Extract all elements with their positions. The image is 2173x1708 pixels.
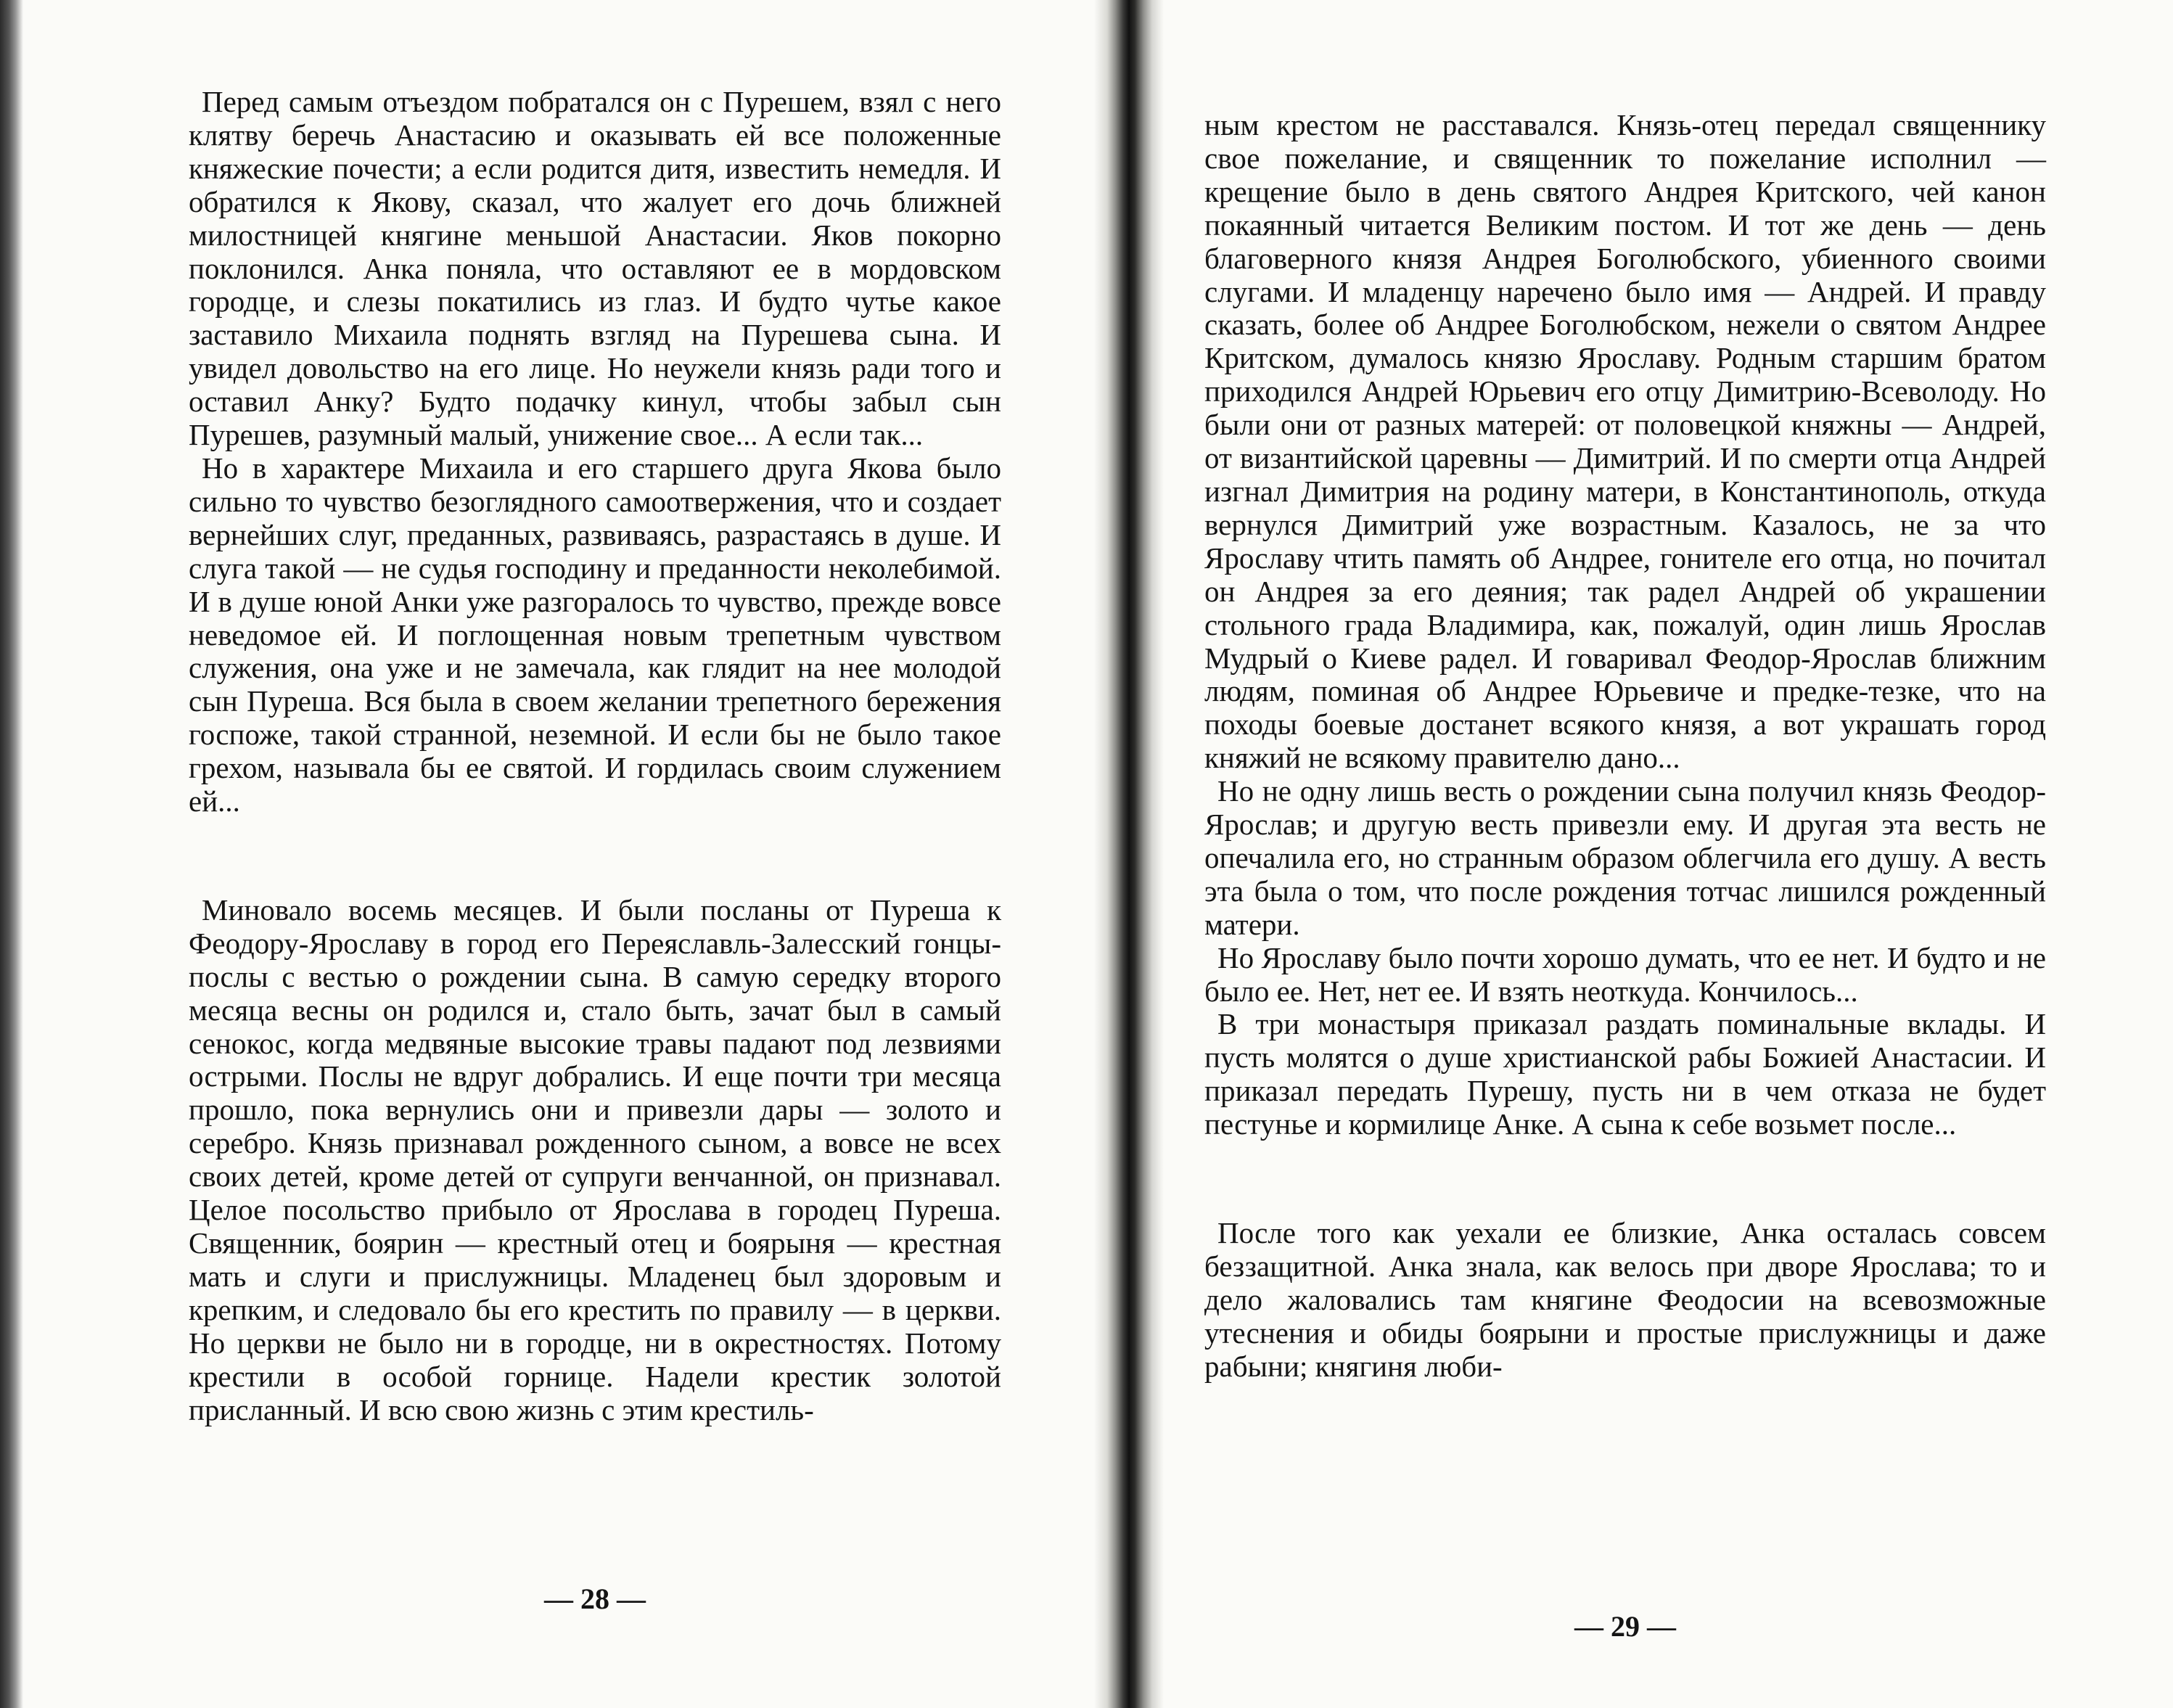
right-page <box>1204 0 2046 1708</box>
paragraph: В три монастыря приказал раздать поминальные вклады. И пусть молятся о душе христианской рабы Божией Анастасии. И приказал передать Пурешу, пусть ни в чем отказа не будет пестунье и кормилице Анке. А сына к себе возьмет после... <box>1204 1007 2046 1141</box>
section-break <box>189 818 1001 894</box>
left-page-text <box>189 86 1001 1426</box>
paragraph: Перед самым отъездом побратался он с Пурешем, взял с него клятву беречь Анастасию и оказывать ей все положенные княжеские почести; а если родится дитя, известить немедля. И обратился к Якову, сказал, что жалует его дочь ближней милостницей княгине меньшой Анастасии. Яков покорно поклонился. Анка поняла, что оставляют ее в мордовском городце, и слезы покатились из глаз. И будто чутье какое заставило Михаила поднять взгляд на Пурешева сына. И увидел довольство на его лице. Но неужели князь ради того и оставил Анку? Будто подачку кинул, чтобы забыл сын Пурешев, разумный малый, унижение свое... А если так... <box>189 85 1001 452</box>
paragraph: Но в характере Михаила и его старшего друга Якова было сильно то чувство безоглядного самоотвержения, что и создает вернейших слуг, преданных, развиваясь, разрастаясь в душе. И слуга такой — не судья господину и преданности неколебимой. И в душе юной Анки уже разгоралось то чувство, прежде вовсе неведомое ей. И поглощенная новым трепетным чувством служения, она уже и не замечала, как глядит на нее молодой сын Пуреша. Вся была в своем желании трепетного бережения госпоже, такой странной, неземной. И если бы не было такое грехом, называла бы ее святой. И гордилась своим служением ей... <box>189 451 1001 818</box>
page-number: — 28 — <box>544 1582 646 1615</box>
paragraph: Миновало восемь месяцев. И были посланы от Пуреша к Феодору-Ярославу в город его Переяславль-Залесский гонцы-послы с вестью о рождении сына. В самую середку второго месяца весны он родился и, стало быть, зачат был в самый сенокос, когда медвяные высокие травы падают под лезвиями острыми. Послы не вдруг добрались. И еще почти три месяца прошло, пока вернулись они и привезли дары — золото и серебро. Князь признавал рожденного сыном, а вовсе не всех своих детей, кроме детей от супруги венчанной, он признавал. Целое посольство прибыло от Ярослава в городец Пуреша. Священник, боярин — крестный отец и боярыня — крестная мать и слуги и прислужницы. Младенец был здоровым и крепким, и следовало бы его крестить по правилу — в церкви. Но церкви не было ни в городце, ни в окрестностях. Потому крестили в особой горнице. Надели крестик золотой присланный. И всю свою жизнь с этим крестиль- <box>189 892 1001 1426</box>
paragraph: После того как уехали ее близкие, Анка осталась совсем беззащитной. Анка знала, как велось при дворе Ярослава; то и дело жаловались там княгине Феодосии на всевозможные утеснения и обиды боярыни и простые прислужницы и даже рабыни; княгиня люби- <box>1204 1216 2046 1383</box>
right-page-text <box>1204 109 2046 1384</box>
section-break <box>1204 1141 2046 1217</box>
left-page <box>189 0 1001 1708</box>
paragraph: ным крестом не расставался. Князь-отец передал священнику свое пожелание, и священник то пожелание исполнил — крещение было в день святого Андрея Критского, чей канон покаянный читается Великим постом. И тот же день — день благоверного князя Андрея Боголюбского, убиенного своими слугами. И младенцу наречено было имя — Андрей. И правду сказать, более об Андрее Боголюбском, нежели о святом Андрее Критском, думалось князю Ярославу. Родным старшим братом приходился Андрей Юрьевич его отцу Димитрию-Всеволоду. Но были они от разных матерей: от половецкой княжны — Андрей, от византийской царевны — Димитрий. И по смерти отца Андрей изгнал Димитрия на родину матери, в Константинополь, откуда вернулся Димитрий уже возрастным. Казалось, не за что Ярославу чтить память об Андрее, гонителе его отца, но почитал он Андрея за его деяния; так радел Андрей об украшении стольного града Владимира, как, пожалуй, один лишь Ярослав Мудрый о Киеве радел. И говаривал Феодор-Ярослав ближним людям, поминая об Андрее Юрьевиче и предке-тезке, что на походы боевые достанет всякого князя, а вот украшать город княжий не всякому правителю дано... <box>1204 108 2046 775</box>
scan-left-edge <box>0 0 23 1708</box>
page-number: — 29 — <box>1574 1610 1676 1643</box>
paragraph: Но не одну лишь весть о рождении сына получил князь Феодор-Ярослав; и другую весть привезли ему. И другая эта весть не опечалила его, но странным образом облегчила его душу. А весть эта была о том, что после рождения тотчас лишился рожденный матери. <box>1204 774 2046 941</box>
book-gutter <box>1094 0 1164 1708</box>
paragraph: Но Ярославу было почти хорошо думать, что ее нет. И будто и не было ее. Нет, нет ее. И взять неоткуда. Кончилось... <box>1204 940 2046 1008</box>
